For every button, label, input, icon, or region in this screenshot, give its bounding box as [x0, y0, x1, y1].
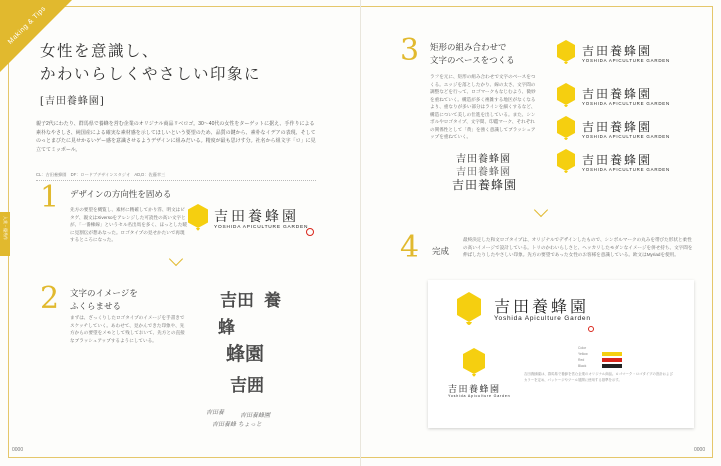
step-4-number: 4: [400, 230, 420, 265]
seal-mark: [306, 228, 314, 236]
step-1-heading: デザインの方向性を固める: [70, 190, 172, 200]
side-tab-label: 入賞・優秀作: [3, 216, 8, 240]
stacked-logo-en: Yoshida Apiculture Garden: [448, 394, 511, 398]
article-title: [40, 40, 261, 86]
draft-2: 吉田養蜂園: [456, 167, 511, 178]
step-2-heading-line-1: 文字のイメージを: [70, 289, 138, 299]
corner-label: Making & Tips: [6, 5, 48, 46]
title-line-2: かわいらしくやさしい印象に: [40, 65, 262, 83]
step-4-heading: 完成: [432, 247, 450, 257]
sketch-note-2: 吉田養蜂園: [240, 412, 271, 419]
honey-hex-icon: [461, 346, 487, 380]
title-line-1: 女性を意識し、: [40, 42, 160, 60]
swatch-yellow: [602, 352, 622, 356]
construction-drafts: [448, 150, 518, 200]
logo-variant-1-jp: 吉田養蜂園: [582, 44, 653, 58]
card-description: 吉田養蜂園は、群馬県で養蜂を営む企業のオリジナル商品。ロゴマーク・ロゴタイプの設計およびカラーを定め、パッケージやツール展開に使用する基準を示す。: [524, 372, 673, 382]
step-3-heading-line-1: 矩形の組み合わせで: [430, 43, 507, 53]
draft-3: 吉田養蜂園: [452, 178, 518, 192]
logo-variant-2-en: YOSHIDA APICULTURE GARDEN: [582, 101, 670, 106]
logo-variant-3-jp: 吉田養蜂園: [582, 120, 653, 134]
intro-text: 親子2代にわたり、群馬県で養蜂を営む企業のオリジナル商品リベロゴ。30～40代の女性をターゲットに据え、手作りによる素朴なやさしさ、純国産による確実な素材感を示してほしいという要望のため、品質の鍵から、素朴なイデアの表現、そしてのっとまびたに見せかるいゲー感を意識させるようデザインに組みだいる。精度が最も思けす分。社名から組文字「ロ」に見立ててミッボール。: [36, 121, 316, 153]
honey-hex-icon: [186, 202, 210, 234]
step-1-logo-jp: 吉田養蜂園: [214, 209, 299, 225]
honey-hex-icon: [555, 147, 577, 175]
color-label: Color: [578, 346, 587, 350]
step-1-number: 1: [40, 180, 60, 215]
logo-variant-2-jp: 吉田養蜂園: [582, 87, 653, 101]
step-1-logo-en: YOSHIDA APICULTURE GARDEN: [214, 225, 309, 230]
sketch-note-3: 吉田養蜂 ちょっと: [212, 421, 262, 428]
step-3-body: ラフを元に、矩形の組み合わせで文字のベースをつくる。エッジを落としたかり、線の太さ、文字間の調整などを行って、ロゴマークもなじむよう、微妙を重ねていく。構造が多く複雑する地区がなくなるより、重なりが多い部分はラインを細くするなど、構造について美しの仕進を出している。また、シンボルやロゴタイプ、文字間、印鑑マーク、それぞれの関係性として「黄」を強く意識してブラッシュアップを重ねていく。: [430, 74, 536, 139]
step-1-body: 先方の要望を概覧し、素材に精確してかり雰、明文はピタゲ、親文はXiversoをアレンジした可読性の高い文字とが、「一番棟線」というセル名出馬を多く、ほっとした暖に見割伝が想あなった。ロゴタイプの見せかたいで再現するところになった。: [70, 207, 188, 242]
page-number-left: 0000: [12, 447, 24, 453]
step-2-heading: [70, 288, 138, 314]
stacked-logo-jp: 吉田養蜂園: [448, 385, 501, 395]
sketch-3: 蜂: [218, 318, 235, 338]
side-tab: [0, 212, 10, 256]
divider: [36, 180, 316, 181]
page-number-right: 0000: [694, 447, 706, 453]
sketch-1: 吉田: [220, 291, 254, 311]
seal-mark: [588, 326, 594, 332]
final-logo-jp: 吉田養蜂園: [494, 297, 590, 316]
color-label-black: Black: [578, 364, 587, 368]
step-3-heading: [430, 42, 515, 68]
step-3-heading-line-2: 文字のベースをつくる: [430, 56, 515, 66]
sketch-5: 吉囲: [230, 376, 264, 396]
sketch-note-1: 吉田養: [206, 409, 225, 416]
sketch-4: 蜂園: [226, 343, 265, 365]
logo-variant-4-en: YOSHIDA APICULTURE GARDEN: [582, 167, 670, 172]
gutter: [360, 0, 361, 466]
credits: CL：吉田養蜂園 DF：ロードプデザインスタジオ AD,D：佐藤幸三: [36, 172, 166, 177]
honey-hex-icon: [454, 290, 484, 328]
swatch-black: [602, 364, 622, 368]
honey-hex-icon: [555, 114, 577, 142]
honey-hex-icon: [555, 81, 577, 109]
final-logo-card: [428, 280, 694, 428]
step-2-body: まずは、ざっくりしたロゴタイプのイメージを手書きでスケッチしていく。あわせて、見かんできた印象や、先方からの要望をメモとして残しておいて、先方との直接なブラッシュアップするようにしている。: [70, 315, 185, 343]
sketch-2: 養: [264, 291, 281, 311]
step-4-body: 最終決定した和文ロゴタイプは、オリジナルでデザインしたもので、シンボルマークの丸みを帯びた形状と柔性の高いイメージで設計している。トリのかわいらしさと、ヘッカリしたモダンなイメージを併せ持ち、文字間を伸ばしたりしたやさしい印象。先方の要望であった女性のお客様を意識している。欧文はMyriadを使用。: [463, 237, 693, 257]
logo-variant-3-en: YOSHIDA APICULTURE GARDEN: [582, 134, 670, 139]
honey-hex-icon: [555, 38, 577, 66]
color-label-yellow: Yellow: [578, 352, 588, 356]
article-subtitle: [吉田養蜂園]: [40, 96, 105, 107]
step-3-number: 3: [400, 33, 420, 68]
draft-1: 吉田養蜂園: [456, 154, 511, 165]
final-logo-en: Yoshida Apiculture Garden: [494, 315, 591, 322]
color-label-red: Red: [578, 358, 585, 362]
step-2-number: 2: [40, 281, 60, 316]
logo-variant-4-jp: 吉田養蜂園: [582, 153, 653, 167]
step-2-heading-line-2: ふくらませる: [70, 302, 122, 312]
logo-variant-1-en: YOSHIDA APICULTURE GARDEN: [582, 58, 670, 63]
swatch-red: [602, 358, 622, 362]
